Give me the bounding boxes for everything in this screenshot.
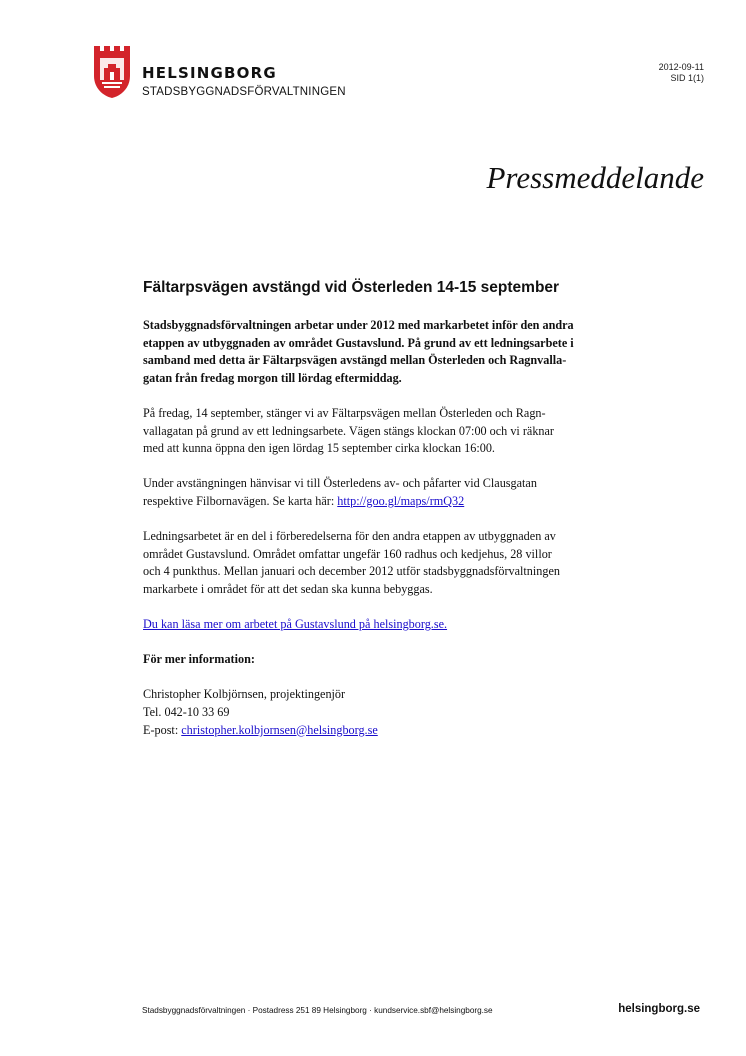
lead-line: samband med detta är Fältarpsvägen avstängd mellan Österleden och Ragnvalla- (143, 353, 567, 368)
lead-line: etappen av utbyggnaden av området Gustavslund. På grund av ett ledningsarbete i (143, 335, 574, 350)
paragraph-line: och 4 punkthus. Mellan januari och december 2012 utför stadsbyggnadsförvaltningen (143, 564, 560, 579)
paragraph-line: På fredag, 14 september, stänger vi av Fältarpsvägen mellan Österleden och Ragn- (143, 405, 546, 420)
department-name: STADSBYGGNADSFÖRVALTNINGEN (142, 86, 346, 98)
document-date: 2012-09-11 (658, 62, 704, 72)
read-more-link[interactable]: Du kan läsa mer om arbetet på Gustavslund på helsingborg.se. (143, 617, 448, 632)
background-paragraph (143, 528, 613, 598)
headline: Fältarpsvägen avstängd vid Österleden 14-15 september (143, 279, 560, 296)
paragraph-line (143, 493, 613, 511)
contact-phone: Tel. 042-10 33 69 (143, 705, 230, 720)
footer-address: Stadsbyggnadsförvaltningen · Postadress 251 89 Helsingborg · kundservice.sbf@helsingborg.se (142, 1006, 493, 1015)
footer-site: helsingborg.se (618, 1003, 700, 1015)
contact-block (143, 686, 613, 739)
read-more-paragraph (143, 616, 613, 634)
paragraph-line: markarbete i området för att det sedan ska kunna bebyggas. (143, 581, 433, 596)
paragraph-line: Ledningsarbetet är en del i förberedelserna för den andra etappen av utbyggnaden av (143, 529, 556, 544)
document-type-title: Pressmeddelande (486, 160, 704, 195)
contact-email-link[interactable]: christopher.kolbjornsen@helsingborg.se (181, 722, 378, 737)
detour-paragraph (143, 475, 613, 510)
email-prefix: E-post: (143, 722, 182, 737)
paragraph-line: Under avstängningen hänvisar vi till Österledens av- och påfarter vid Clausgatan (143, 476, 537, 491)
helsingborg-crest-logo (92, 44, 132, 100)
contact-email-line (143, 722, 613, 740)
contact-name: Christopher Kolbjörnsen, projektingenjör (143, 687, 346, 702)
map-link-prefix: respektive Filbornavägen. Se karta här: (143, 493, 338, 508)
map-link[interactable]: http://goo.gl/maps/rmQ32 (337, 493, 465, 508)
document-meta (659, 62, 704, 84)
paragraph-line: vallagatan på grund av ett ledningsarbete. Vägen stängs klockan 07:00 och vi räknar (143, 423, 554, 438)
org-name: HELSINGBORG (142, 64, 277, 82)
closure-paragraph (143, 405, 613, 458)
lead-line: Stadsbyggnadsförvaltningen arbetar under 2012 med markarbetet inför den andra (143, 318, 574, 332)
lead-paragraph (143, 317, 613, 387)
paragraph-line: med att kunna öppna den igen lördag 15 september cirka klockan 16:00. (143, 441, 495, 456)
contact-heading: För mer information: (143, 652, 255, 667)
page-number: SID 1(1) (670, 73, 704, 83)
body-text (143, 317, 613, 739)
lead-line: gatan från fredag morgon till lördag eftermiddag. (143, 370, 402, 385)
paragraph-line: området Gustavslund. Området omfattar ungefär 160 radhus och kedjehus, 28 villor (143, 546, 552, 561)
